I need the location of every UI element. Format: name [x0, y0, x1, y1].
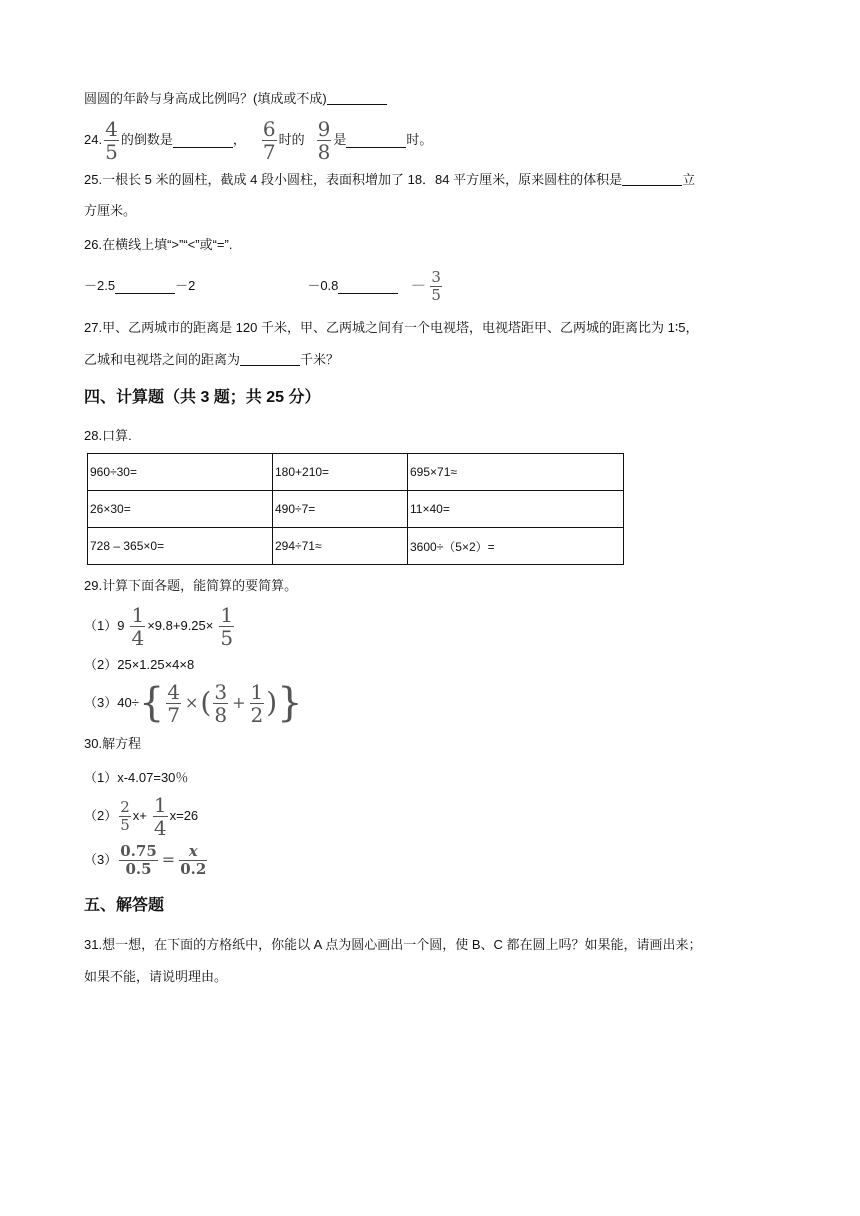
- q26-a-right: －2: [175, 278, 196, 293]
- q29-p1-middle: ×9.8+9.25×: [147, 618, 214, 633]
- answer-blank[interactable]: [338, 279, 398, 294]
- q25-unit-part: 立: [682, 172, 696, 187]
- table-row: [88, 454, 624, 491]
- fraction: $\frac{2}{5}$: [120, 797, 130, 834]
- q24-text-2: 时的: [278, 132, 305, 147]
- q30-p2-middle: x+: [132, 808, 147, 823]
- times-sign: ×: [185, 693, 199, 712]
- plus-sign: +: [232, 693, 246, 712]
- fraction: $\frac{4}{7}$: [167, 679, 181, 727]
- question-29-title: 29.计算下面各题，能简算的要简算。: [84, 578, 298, 593]
- fraction: $\frac{4}{5}$: [105, 116, 118, 164]
- q24-text-3: 是: [333, 132, 347, 147]
- question-29-part-2: （2）25×1.25×4×8: [84, 657, 195, 672]
- comma: ，: [232, 132, 246, 147]
- left-brace-icon: {: [138, 680, 165, 726]
- table-cell: 3600÷（5×2）=: [408, 528, 624, 565]
- table-cell: 728 – 365×0=: [88, 528, 273, 565]
- q27-text-b: 千米？: [300, 352, 340, 367]
- equals-sign: =: [161, 850, 176, 869]
- question-28-title: 28.口算.: [84, 428, 132, 443]
- table-row: [88, 491, 624, 528]
- q29-p3-label: （3）40÷: [84, 695, 139, 710]
- minus-sign: －: [410, 276, 427, 295]
- question-31-line-2: 如果不能，请说明理由。: [84, 969, 228, 984]
- table-cell: 960÷30=: [88, 454, 273, 491]
- question-29-part-1: [84, 602, 236, 650]
- table-cell: 695×71≈: [408, 454, 624, 491]
- fraction: $\frac{6}{7}$: [262, 116, 276, 164]
- fraction: $\frac{1}{2}$: [250, 679, 264, 727]
- fraction: $\frac{3}{5}$: [431, 267, 441, 304]
- fraction: $\frac{1}{4}$: [131, 602, 145, 650]
- question-23: [84, 89, 387, 109]
- answer-blank[interactable]: [327, 90, 387, 105]
- answer-blank[interactable]: [622, 171, 682, 186]
- question-30-title: 30.解方程: [84, 736, 142, 751]
- q24-text-1: 的倒数是: [120, 132, 173, 147]
- fraction: $\frac{3}{8}$: [214, 679, 228, 727]
- question-25: [84, 170, 695, 190]
- left-paren-icon: (: [200, 686, 212, 719]
- fraction: $\frac{1}{5}$: [220, 602, 234, 650]
- answer-blank[interactable]: [346, 133, 406, 148]
- fraction: $\frac{1}{4}$: [153, 792, 167, 840]
- right-brace-icon: }: [277, 680, 303, 726]
- section-5-heading: 五、解答题: [84, 897, 165, 914]
- right-paren-icon: ): [266, 686, 278, 719]
- q27-text-a: 乙城和电视塔之间的距离为: [84, 352, 241, 367]
- q30-p2-end: x=26: [169, 808, 199, 823]
- q30-p2-label: （2）: [84, 808, 118, 823]
- question-26-items: [84, 268, 444, 304]
- table-cell: 490÷7=: [273, 491, 408, 528]
- section-4-heading: 四、计算题（共 3 题；共 25 分）: [84, 389, 321, 406]
- answer-blank[interactable]: [173, 133, 233, 148]
- q23-text: 圆圆的年龄与身高成比例吗？(填成或不成): [84, 91, 327, 106]
- question-25-line-2: 方厘米。: [84, 203, 137, 218]
- mental-math-table: [87, 453, 624, 565]
- q26-a-left: －2.5: [84, 278, 116, 293]
- table-row: [88, 528, 624, 565]
- question-26-title: 26.在横线上填“>”“<”或“=”.: [84, 237, 233, 252]
- question-27: 27.甲、乙两城市的距离是 120 千米，甲、乙两城之间有一个电视塔，电视塔距甲、乙两城的距离比为 1∶5，: [84, 320, 699, 335]
- fraction: $\frac{0.75}{0.5}$: [120, 841, 157, 878]
- answer-blank[interactable]: [115, 279, 175, 294]
- q29-p1-label: （1）9: [84, 618, 125, 633]
- table-cell: 11×40=: [408, 491, 624, 528]
- q24-number: 24.: [84, 132, 103, 147]
- fraction: $\frac{x}{0.2}$: [180, 841, 207, 878]
- q26-b-left: －0.8: [307, 278, 339, 293]
- question-29-part-3: [84, 679, 303, 727]
- q25-line-1: 25.一根长 5 米的圆柱，截成 4 段小圆柱，表面积增加了 18．84 平方厘米，原来圆柱的体积是: [84, 172, 623, 187]
- q30-p3-label: （3）: [84, 852, 118, 867]
- table-cell: 294÷71≈: [273, 528, 408, 565]
- answer-blank[interactable]: [240, 351, 300, 366]
- question-24: [84, 116, 433, 164]
- question-31: 31.想一想，在下面的方格纸中，你能以 A 点为圆心画出一个圆，使 B、C 都在圆上吗？如果能，请画出来；: [84, 937, 702, 952]
- table-cell: 26×30=: [88, 491, 273, 528]
- question-30-part-1: （1）x-4.07=30％: [84, 770, 189, 785]
- fraction: $\frac{9}{8}$: [317, 116, 331, 164]
- table-cell: 180+210=: [273, 454, 408, 491]
- question-30-part-2: [84, 792, 199, 840]
- question-30-part-3: [84, 842, 209, 878]
- question-27-line-2: [84, 350, 339, 370]
- q24-text-4: 时。: [406, 132, 433, 147]
